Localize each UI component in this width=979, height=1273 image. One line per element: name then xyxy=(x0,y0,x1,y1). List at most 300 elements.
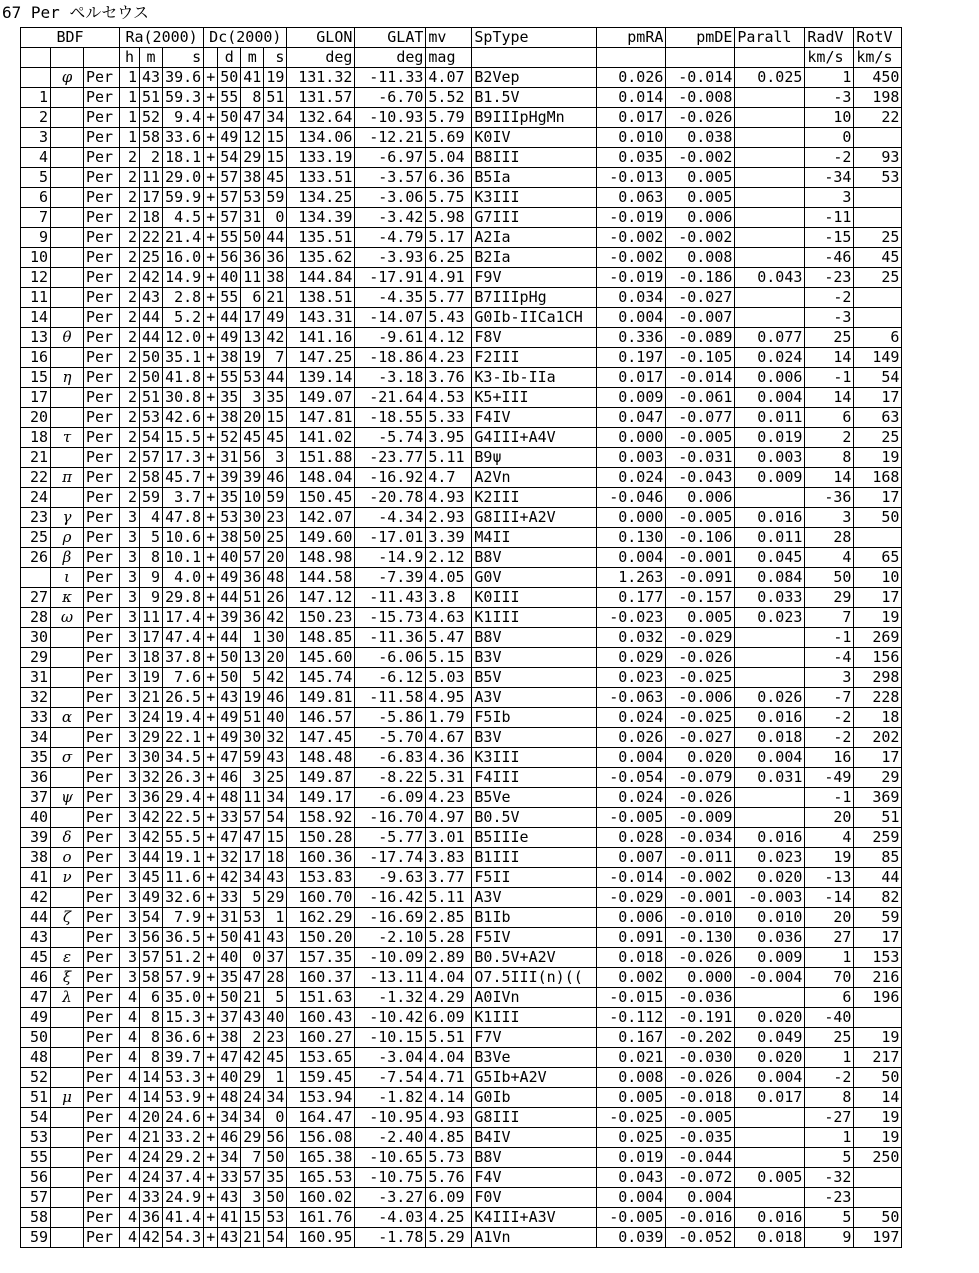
cell-dec-d: 47 xyxy=(218,828,241,848)
cell-pmde: 0.038 xyxy=(666,128,735,148)
cell-parallax: 0.004 xyxy=(735,748,805,768)
cell-rotv: 149 xyxy=(854,348,902,368)
cell-glat: -13.11 xyxy=(355,968,426,988)
cell-glon: 160.27 xyxy=(287,1028,355,1048)
cell-sptype: F5II xyxy=(472,868,597,888)
cell-dec-sign: + xyxy=(204,508,218,528)
cell-rotv: 153 xyxy=(854,948,902,968)
cell-sptype: K5+III xyxy=(472,388,597,408)
cell-pmra: 0.336 xyxy=(597,328,666,348)
table-row xyxy=(21,388,902,408)
cell-glat: -1.32 xyxy=(355,988,426,1008)
cell-rotv: 63 xyxy=(854,408,902,428)
unit-cell: h xyxy=(120,48,140,68)
cell-rotv: 82 xyxy=(854,888,902,908)
cell-mv: 4.04 xyxy=(426,1048,472,1068)
header-pmra: pmRA xyxy=(597,28,666,48)
cell-ra-h: 3 xyxy=(120,608,140,628)
cell-flamsteed: 53 xyxy=(21,1128,51,1148)
cell-sptype: G0Ib xyxy=(472,1088,597,1108)
cell-glat: -16.42 xyxy=(355,888,426,908)
cell-radv: -11 xyxy=(805,208,854,228)
cell-glon: 142.07 xyxy=(287,508,355,528)
cell-rotv: 18 xyxy=(854,708,902,728)
cell-flamsteed: 59 xyxy=(21,1228,51,1248)
cell-constellation: Per xyxy=(84,1048,120,1068)
cell-dec-d: 43 xyxy=(218,1228,241,1248)
cell-dec-s: 0 xyxy=(264,1108,287,1128)
cell-ra-s: 33.2 xyxy=(163,1128,204,1148)
cell-dec-d: 43 xyxy=(218,1188,241,1208)
cell-dec-d: 55 xyxy=(218,88,241,108)
cell-bayer xyxy=(51,248,84,268)
cell-mv: 4.53 xyxy=(426,388,472,408)
cell-mv: 4.7 xyxy=(426,468,472,488)
cell-ra-m: 43 xyxy=(140,68,163,88)
cell-ra-m: 6 xyxy=(140,988,163,1008)
units-row xyxy=(21,48,902,68)
cell-glon: 160.36 xyxy=(287,848,355,868)
cell-dec-m: 30 xyxy=(241,728,264,748)
cell-glon: 149.17 xyxy=(287,788,355,808)
cell-parallax: 0.016 xyxy=(735,828,805,848)
cell-dec-s: 56 xyxy=(264,1128,287,1148)
cell-bayer: ξ xyxy=(51,968,84,988)
cell-dec-s: 46 xyxy=(264,688,287,708)
cell-dec-sign: + xyxy=(204,408,218,428)
cell-dec-sign: + xyxy=(204,688,218,708)
cell-dec-s: 20 xyxy=(264,548,287,568)
cell-dec-s: 28 xyxy=(264,968,287,988)
cell-bayer: φ xyxy=(51,68,84,88)
cell-pmra: -0.014 xyxy=(597,868,666,888)
cell-glat: -3.27 xyxy=(355,1188,426,1208)
cell-ra-h: 4 xyxy=(120,1148,140,1168)
cell-sptype: B9IIIpHgMn xyxy=(472,108,597,128)
cell-pmra: 0.032 xyxy=(597,628,666,648)
cell-ra-m: 53 xyxy=(140,408,163,428)
cell-flamsteed: 11 xyxy=(21,288,51,308)
cell-dec-d: 57 xyxy=(218,168,241,188)
cell-sptype: B8V xyxy=(472,548,597,568)
cell-mv: 2.93 xyxy=(426,508,472,528)
cell-pmde: -0.157 xyxy=(666,588,735,608)
cell-sptype: B2Ia xyxy=(472,248,597,268)
cell-glat: -2.10 xyxy=(355,928,426,948)
cell-dec-m: 5 xyxy=(241,888,264,908)
cell-dec-m: 59 xyxy=(241,748,264,768)
cell-ra-h: 3 xyxy=(120,728,140,748)
cell-glat: -5.70 xyxy=(355,728,426,748)
cell-flamsteed: 48 xyxy=(21,1048,51,1068)
cell-ra-m: 25 xyxy=(140,248,163,268)
cell-mv: 5.29 xyxy=(426,1228,472,1248)
cell-radv: -13 xyxy=(805,868,854,888)
cell-ra-s: 19.1 xyxy=(163,848,204,868)
cell-ra-h: 3 xyxy=(120,828,140,848)
cell-pmra: 0.019 xyxy=(597,1148,666,1168)
cell-radv: 20 xyxy=(805,908,854,928)
cell-flamsteed: 36 xyxy=(21,768,51,788)
cell-dec-d: 40 xyxy=(218,268,241,288)
cell-dec-d: 47 xyxy=(218,748,241,768)
cell-parallax: 0.049 xyxy=(735,1028,805,1048)
cell-pmde: -0.030 xyxy=(666,1048,735,1068)
cell-glon: 147.45 xyxy=(287,728,355,748)
cell-dec-m: 57 xyxy=(241,808,264,828)
cell-dec-m: 21 xyxy=(241,1228,264,1248)
cell-dec-d: 52 xyxy=(218,428,241,448)
cell-glon: 135.51 xyxy=(287,228,355,248)
cell-glon: 160.95 xyxy=(287,1228,355,1248)
cell-parallax xyxy=(735,88,805,108)
cell-ra-s: 29.8 xyxy=(163,588,204,608)
cell-dec-d: 44 xyxy=(218,628,241,648)
cell-flamsteed: 44 xyxy=(21,908,51,928)
cell-pmde: -0.005 xyxy=(666,508,735,528)
cell-flamsteed: 1 xyxy=(21,88,51,108)
cell-flamsteed: 10 xyxy=(21,248,51,268)
cell-mv: 5.47 xyxy=(426,628,472,648)
cell-glon: 150.23 xyxy=(287,608,355,628)
cell-dec-m: 50 xyxy=(241,228,264,248)
table-row xyxy=(21,968,902,988)
cell-constellation: Per xyxy=(84,868,120,888)
unit-cell: km/s xyxy=(805,48,854,68)
cell-flamsteed: 32 xyxy=(21,688,51,708)
cell-dec-m: 53 xyxy=(241,368,264,388)
cell-flamsteed: 35 xyxy=(21,748,51,768)
cell-constellation: Per xyxy=(84,368,120,388)
table-row xyxy=(21,728,902,748)
cell-pmde: 0.005 xyxy=(666,188,735,208)
cell-ra-s: 54.3 xyxy=(163,1228,204,1248)
cell-constellation: Per xyxy=(84,1208,120,1228)
cell-dec-s: 42 xyxy=(264,668,287,688)
table-row xyxy=(21,828,902,848)
cell-dec-sign: + xyxy=(204,368,218,388)
cell-dec-d: 38 xyxy=(218,408,241,428)
cell-pmra: 0.024 xyxy=(597,708,666,728)
cell-rotv: 50 xyxy=(854,508,902,528)
cell-rotv: 196 xyxy=(854,988,902,1008)
cell-ra-h: 3 xyxy=(120,888,140,908)
cell-dec-d: 50 xyxy=(218,648,241,668)
cell-sptype: B8III xyxy=(472,148,597,168)
cell-dec-sign: + xyxy=(204,208,218,228)
cell-mv: 5.77 xyxy=(426,288,472,308)
cell-dec-d: 50 xyxy=(218,928,241,948)
cell-ra-m: 24 xyxy=(140,708,163,728)
cell-radv: 5 xyxy=(805,1148,854,1168)
cell-ra-m: 57 xyxy=(140,448,163,468)
table-row xyxy=(21,148,902,168)
cell-dec-sign: + xyxy=(204,848,218,868)
cell-dec-d: 56 xyxy=(218,248,241,268)
cell-sptype: G5Ib+A2V xyxy=(472,1068,597,1088)
cell-radv: 3 xyxy=(805,508,854,528)
cell-mv: 5.11 xyxy=(426,448,472,468)
cell-radv: -36 xyxy=(805,488,854,508)
cell-rotv: 44 xyxy=(854,868,902,888)
cell-sptype: A0IVn xyxy=(472,988,597,1008)
cell-ra-m: 42 xyxy=(140,268,163,288)
cell-pmde: -0.002 xyxy=(666,868,735,888)
cell-flamsteed: 3 xyxy=(21,128,51,148)
cell-pmra: 0.004 xyxy=(597,308,666,328)
cell-dec-m: 6 xyxy=(241,288,264,308)
cell-ra-h: 4 xyxy=(120,1008,140,1028)
cell-pmde: -0.106 xyxy=(666,528,735,548)
cell-parallax: 0.016 xyxy=(735,708,805,728)
cell-pmde: -0.052 xyxy=(666,1228,735,1248)
cell-dec-d: 39 xyxy=(218,468,241,488)
cell-dec-sign: + xyxy=(204,808,218,828)
cell-glat: -21.64 xyxy=(355,388,426,408)
cell-glon: 134.25 xyxy=(287,188,355,208)
cell-dec-sign: + xyxy=(204,68,218,88)
cell-radv: -15 xyxy=(805,228,854,248)
cell-glon: 164.47 xyxy=(287,1108,355,1128)
cell-parallax: 0.023 xyxy=(735,608,805,628)
cell-sptype: K0IV xyxy=(472,128,597,148)
cell-radv: 10 xyxy=(805,108,854,128)
table-row xyxy=(21,948,902,968)
cell-dec-sign: + xyxy=(204,428,218,448)
cell-radv: -7 xyxy=(805,688,854,708)
cell-radv: 8 xyxy=(805,448,854,468)
cell-glat: -9.61 xyxy=(355,328,426,348)
cell-ra-h: 3 xyxy=(120,708,140,728)
cell-glat: -11.58 xyxy=(355,688,426,708)
cell-constellation: Per xyxy=(84,248,120,268)
unit-cell: d xyxy=(218,48,241,68)
cell-rotv: 156 xyxy=(854,648,902,668)
cell-ra-h: 3 xyxy=(120,768,140,788)
cell-ra-s: 47.4 xyxy=(163,628,204,648)
cell-dec-sign: + xyxy=(204,948,218,968)
cell-glon: 141.16 xyxy=(287,328,355,348)
cell-pmde: -0.005 xyxy=(666,1108,735,1128)
cell-mv: 5.98 xyxy=(426,208,472,228)
cell-dec-m: 51 xyxy=(241,588,264,608)
table-row xyxy=(21,508,902,528)
cell-flamsteed: 6 xyxy=(21,188,51,208)
cell-pmra: -0.029 xyxy=(597,888,666,908)
cell-glat: -3.93 xyxy=(355,248,426,268)
cell-dec-s: 0 xyxy=(264,208,287,228)
cell-bayer xyxy=(51,928,84,948)
cell-parallax: 0.011 xyxy=(735,528,805,548)
cell-mv: 4.12 xyxy=(426,328,472,348)
cell-bayer xyxy=(51,1188,84,1208)
cell-ra-h: 1 xyxy=(120,68,140,88)
cell-mv: 6.25 xyxy=(426,248,472,268)
cell-mv: 5.69 xyxy=(426,128,472,148)
cell-pmde: -0.202 xyxy=(666,1028,735,1048)
cell-pmra: 0.010 xyxy=(597,128,666,148)
cell-ra-s: 29.0 xyxy=(163,168,204,188)
cell-rotv xyxy=(854,208,902,228)
cell-mv: 4.63 xyxy=(426,608,472,628)
cell-bayer xyxy=(51,448,84,468)
cell-bayer: γ xyxy=(51,508,84,528)
cell-mv: 2.89 xyxy=(426,948,472,968)
cell-constellation: Per xyxy=(84,388,120,408)
cell-pmde: 0.008 xyxy=(666,248,735,268)
unit-cell xyxy=(472,48,597,68)
cell-glat: -12.21 xyxy=(355,128,426,148)
cell-ra-m: 58 xyxy=(140,968,163,988)
cell-dec-d: 35 xyxy=(218,488,241,508)
cell-pmde: 0.004 xyxy=(666,1188,735,1208)
cell-pmra: 0.005 xyxy=(597,1088,666,1108)
cell-dec-m: 21 xyxy=(241,988,264,1008)
cell-pmde: -0.031 xyxy=(666,448,735,468)
cell-glat: -5.77 xyxy=(355,828,426,848)
cell-dec-d: 55 xyxy=(218,368,241,388)
cell-glat: -14.9 xyxy=(355,548,426,568)
cell-ra-h: 2 xyxy=(120,288,140,308)
cell-sptype: G7III xyxy=(472,208,597,228)
cell-pmra: -0.112 xyxy=(597,1008,666,1028)
cell-sptype: F5Ib xyxy=(472,708,597,728)
cell-pmde: -0.006 xyxy=(666,688,735,708)
cell-ra-h: 3 xyxy=(120,668,140,688)
cell-ra-m: 56 xyxy=(140,928,163,948)
cell-mv: 3.8 xyxy=(426,588,472,608)
cell-sptype: B5V xyxy=(472,668,597,688)
cell-ra-s: 29.2 xyxy=(163,1148,204,1168)
cell-glat: -4.35 xyxy=(355,288,426,308)
cell-glon: 160.02 xyxy=(287,1188,355,1208)
cell-mv: 5.11 xyxy=(426,888,472,908)
cell-radv: -3 xyxy=(805,308,854,328)
table-row xyxy=(21,528,902,548)
cell-dec-s: 43 xyxy=(264,928,287,948)
cell-ra-s: 15.5 xyxy=(163,428,204,448)
cell-constellation: Per xyxy=(84,268,120,288)
cell-pmra: 0.006 xyxy=(597,908,666,928)
cell-dec-m: 17 xyxy=(241,308,264,328)
table-row xyxy=(21,1108,902,1128)
cell-dec-sign: + xyxy=(204,1048,218,1068)
cell-radv: 3 xyxy=(805,668,854,688)
cell-parallax: 0.020 xyxy=(735,1008,805,1028)
cell-parallax xyxy=(735,1188,805,1208)
table-row xyxy=(21,208,902,228)
table-row xyxy=(21,648,902,668)
cell-bayer xyxy=(51,148,84,168)
cell-constellation: Per xyxy=(84,1168,120,1188)
cell-flamsteed: 5 xyxy=(21,168,51,188)
cell-dec-s: 3 xyxy=(264,448,287,468)
cell-glat: -16.70 xyxy=(355,808,426,828)
cell-mv: 5.79 xyxy=(426,108,472,128)
table-row xyxy=(21,1008,902,1028)
cell-parallax: -0.003 xyxy=(735,888,805,908)
cell-bayer xyxy=(51,1008,84,1028)
header-parall: Parall xyxy=(735,28,805,48)
unit-cell: m xyxy=(140,48,163,68)
cell-dec-d: 31 xyxy=(218,448,241,468)
cell-dec-d: 44 xyxy=(218,308,241,328)
cell-dec-m: 24 xyxy=(241,1088,264,1108)
cell-constellation: Per xyxy=(84,1008,120,1028)
cell-parallax: 0.009 xyxy=(735,468,805,488)
cell-mv: 2.85 xyxy=(426,908,472,928)
cell-rotv: 25 xyxy=(854,228,902,248)
cell-dec-s: 45 xyxy=(264,168,287,188)
cell-sptype: B7IIIpHg xyxy=(472,288,597,308)
cell-bayer xyxy=(51,1208,84,1228)
cell-glon: 150.45 xyxy=(287,488,355,508)
cell-pmra: 0.026 xyxy=(597,728,666,748)
table-row xyxy=(21,928,902,948)
cell-parallax: 0.010 xyxy=(735,908,805,928)
cell-constellation: Per xyxy=(84,928,120,948)
cell-ra-h: 2 xyxy=(120,448,140,468)
cell-ra-h: 2 xyxy=(120,308,140,328)
cell-glat: -10.15 xyxy=(355,1028,426,1048)
cell-glat: -11.33 xyxy=(355,68,426,88)
cell-ra-m: 8 xyxy=(140,1048,163,1068)
cell-mv: 6.09 xyxy=(426,1188,472,1208)
cell-glat: -10.09 xyxy=(355,948,426,968)
cell-rotv: 17 xyxy=(854,748,902,768)
table-row xyxy=(21,1088,902,1108)
cell-sptype: A2Vn xyxy=(472,468,597,488)
cell-constellation: Per xyxy=(84,1188,120,1208)
cell-pmra: 0.004 xyxy=(597,748,666,768)
cell-parallax: 0.077 xyxy=(735,328,805,348)
cell-parallax: 0.033 xyxy=(735,588,805,608)
cell-radv: 25 xyxy=(805,328,854,348)
cell-bayer: ψ xyxy=(51,788,84,808)
cell-ra-m: 50 xyxy=(140,348,163,368)
cell-pmde: -0.029 xyxy=(666,628,735,648)
cell-ra-h: 2 xyxy=(120,268,140,288)
cell-glon: 131.32 xyxy=(287,68,355,88)
cell-constellation: Per xyxy=(84,548,120,568)
cell-parallax: 0.016 xyxy=(735,1208,805,1228)
cell-dec-sign: + xyxy=(204,588,218,608)
cell-constellation: Per xyxy=(84,1088,120,1108)
cell-dec-d: 39 xyxy=(218,608,241,628)
cell-pmde: -0.014 xyxy=(666,368,735,388)
cell-constellation: Per xyxy=(84,1228,120,1248)
cell-pmde: -0.002 xyxy=(666,228,735,248)
cell-rotv: 168 xyxy=(854,468,902,488)
cell-ra-h: 2 xyxy=(120,348,140,368)
cell-ra-h: 3 xyxy=(120,788,140,808)
cell-pmra: 0.004 xyxy=(597,548,666,568)
cell-rotv: 25 xyxy=(854,268,902,288)
cell-dec-m: 56 xyxy=(241,448,264,468)
cell-glat: -6.83 xyxy=(355,748,426,768)
cell-radv: -49 xyxy=(805,768,854,788)
cell-ra-h: 2 xyxy=(120,408,140,428)
cell-rotv: 50 xyxy=(854,1068,902,1088)
cell-rotv: 228 xyxy=(854,688,902,708)
cell-ra-m: 9 xyxy=(140,588,163,608)
cell-pmde: -0.002 xyxy=(666,148,735,168)
cell-dec-d: 50 xyxy=(218,668,241,688)
cell-ra-s: 22.5 xyxy=(163,808,204,828)
cell-glat: -11.36 xyxy=(355,628,426,648)
cell-parallax: 0.019 xyxy=(735,428,805,448)
cell-glat: -6.70 xyxy=(355,88,426,108)
